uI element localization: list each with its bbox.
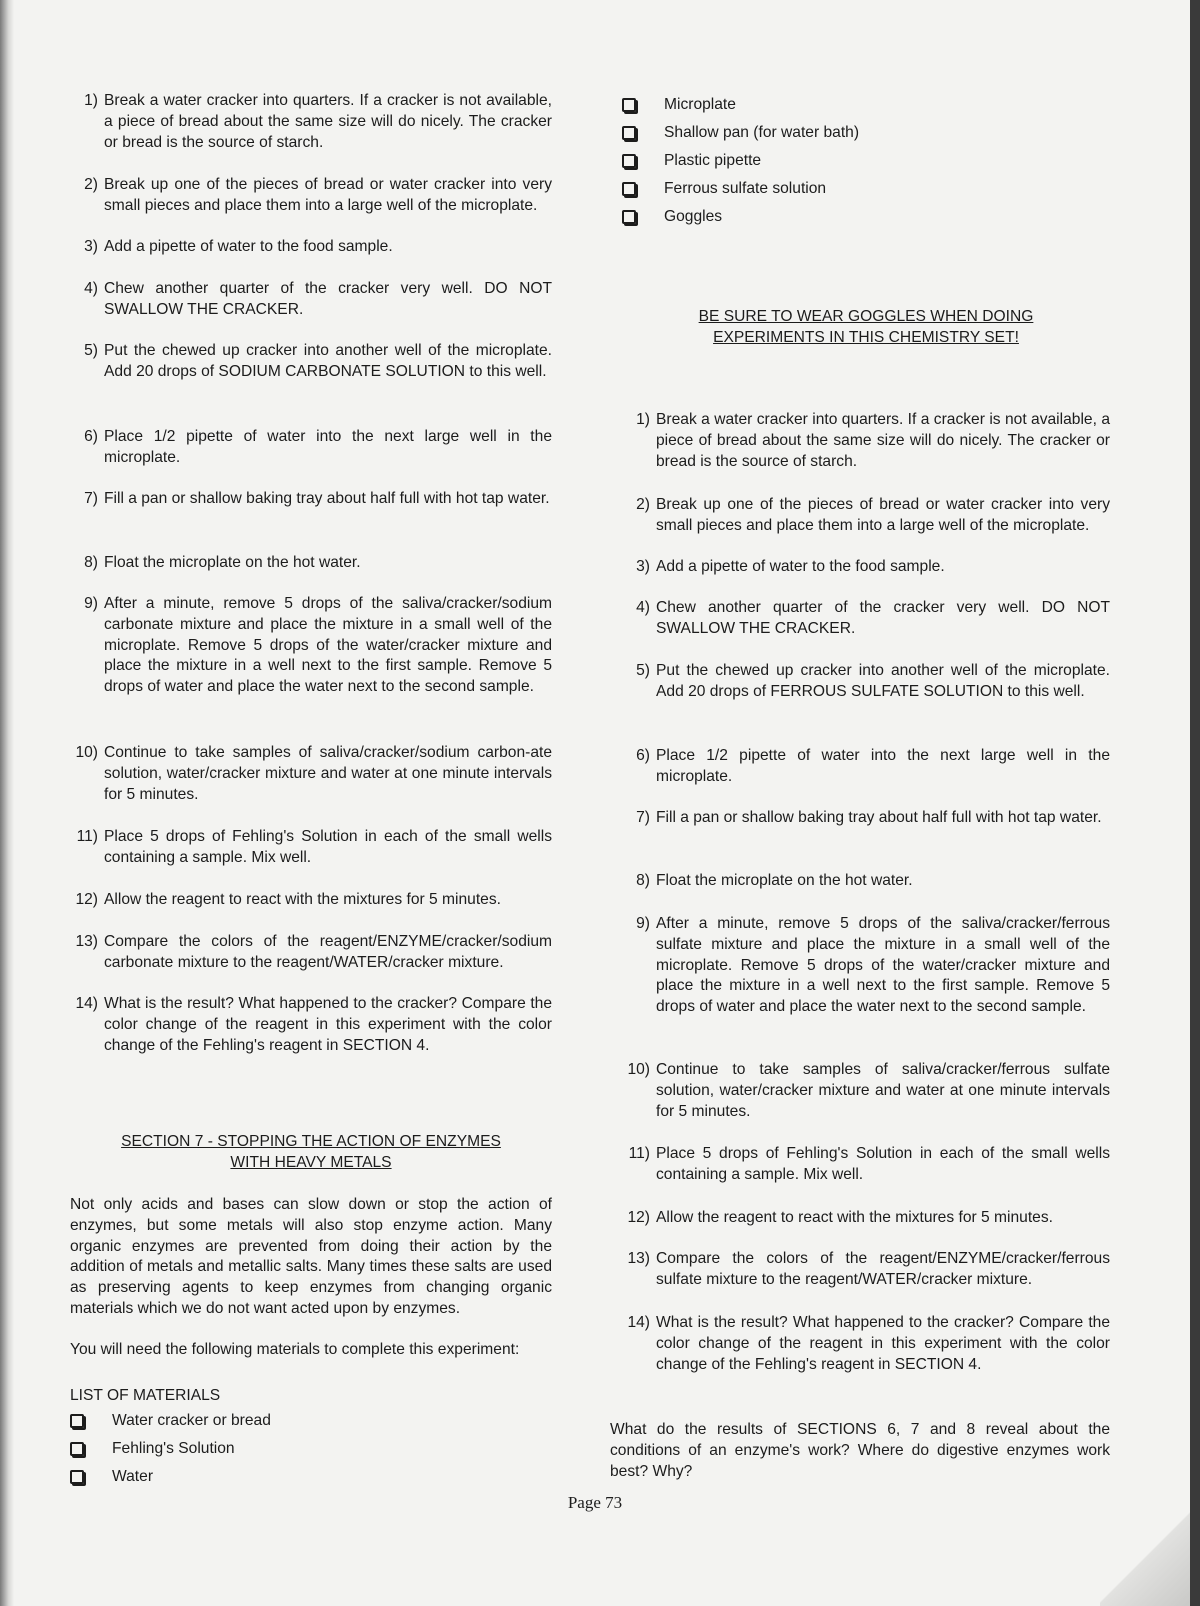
material-label: Shallow pan (for water bath) [664, 124, 860, 141]
intro-paragraph: Not only acids and bases can slow down or stop the action of enzymes, but some metals will also stop enzyme action. Many organic enzymes are prevented from doing their action by the addition of metals and metallic salts. Many times these salts are used as preserving agents to keep enzymes from changing organic materials which we do not want acted upon by enzymes. [70, 1196, 552, 1317]
step-text: Compare the colors of the reagent/ENZYME/cracker/sodium carbonate mixture to the reagent/WATER/cracker mixture. [104, 933, 552, 971]
goggles-warning-line2: EXPERIMENTS IN THIS CHEMISTRY SET! [713, 329, 1019, 346]
step-text: Allow the reagent to react with the mixtures for 5 minutes. [104, 891, 501, 908]
material-label: Water cracker or bread [112, 1412, 271, 1429]
material-item [622, 123, 1110, 147]
step-text: Continue to take samples of saliva/cracker/ferrous sulfate solution, water/cracker mixture and water at one minute intervals for 5 minutes. [656, 1061, 1110, 1120]
step-number: 6) [636, 747, 650, 764]
step-number: 11) [628, 1145, 650, 1162]
step-text: Place 5 drops of Fehling's Solution in each of the small wells containing a sample. Mix well. [656, 1145, 1110, 1183]
material-item [70, 1467, 552, 1491]
step-text: What is the result? What happened to the cracker? Compare the color change of the reagent in this experiment with the color change of the Fehling's reagent in SECTION 4. [104, 995, 552, 1054]
step-text: After a minute, remove 5 drops of the saliva/cracker/ferrous sulfate mixture and place the mixture in a small well of the microplate. Remove 5 drops of the water/cracker mixture and place the mixture in a well next to the first sample. Remove 5 drops of water and place the water next to the second sample. [656, 915, 1110, 1016]
step-text: Break up one of the pieces of bread or water cracker into very small pieces and place them into a large well of the microplate. [656, 496, 1110, 534]
checkbox-icon [622, 126, 636, 140]
material-label: Microplate [664, 96, 736, 113]
step-number: 4) [636, 599, 650, 616]
step-number: 14) [75, 995, 98, 1012]
checkbox-icon [622, 98, 636, 112]
step-number: 5) [84, 342, 98, 359]
step-text: After a minute, remove 5 drops of the saliva/cracker/sodium carbonate mixture and place the mixture in a small well of the microplate. Remove 5 drops of the water/cracker mixture and place the mixture in a well next to the first sample. Remove 5 drops of water and place the water next to the second sample. [104, 595, 552, 696]
step-text: Float the microplate on the hot water. [656, 872, 913, 889]
step-text: What is the result? What happened to the cracker? Compare the color change of the reagent in this experiment with the color change of the Fehling's reagent in SECTION 4. [656, 1314, 1110, 1373]
checkbox-icon [70, 1470, 84, 1484]
step-text: Put the chewed up cracker into another well of the microplate. Add 20 drops of FERROUS SULFATE SOLUTION to this well. [656, 662, 1110, 700]
step-number: 3) [84, 238, 98, 255]
section-7-heading-line2: WITH HEAVY METALS [230, 1154, 392, 1171]
step-number: 10) [75, 744, 98, 761]
checkbox-icon [622, 210, 636, 224]
step-number: 5) [636, 662, 650, 679]
step-text: Allow the reagent to react with the mixtures for 5 minutes. [656, 1209, 1053, 1226]
material-item [622, 207, 1110, 231]
step-number: 14) [627, 1314, 650, 1331]
checkbox-icon [622, 182, 636, 196]
step-text: Place 1/2 pipette of water into the next large well in the microplate. [104, 428, 552, 466]
step-text: Float the microplate on the hot water. [104, 554, 361, 571]
material-label: Plastic pipette [664, 152, 762, 169]
step-number: 13) [627, 1250, 650, 1267]
material-label: Ferrous sulfate solution [664, 180, 827, 197]
material-item [622, 95, 1110, 119]
step-number: 2) [84, 176, 98, 193]
checkbox-icon [70, 1442, 84, 1456]
checkbox-icon [622, 154, 636, 168]
page-number: Page 73 [567, 1493, 623, 1512]
step-number: 8) [636, 872, 650, 889]
step-text: Fill a pan or shallow baking tray about half full with hot tap water. [104, 490, 550, 507]
book-spine-shadow [0, 0, 14, 1606]
material-label: Water [112, 1468, 154, 1485]
step-number: 7) [84, 490, 98, 507]
step-number: 13) [75, 933, 98, 950]
step-text: Chew another quarter of the cracker very well. DO NOT SWALLOW THE CRACKER. [104, 280, 552, 318]
step-number: 6) [84, 428, 98, 445]
material-label: Fehling's Solution [112, 1440, 235, 1457]
material-item [70, 1411, 552, 1435]
step-number: 1) [84, 92, 98, 109]
step-number: 7) [636, 809, 650, 826]
step-text: Fill a pan or shallow baking tray about half full with hot tap water. [656, 809, 1102, 826]
material-item [622, 179, 1110, 203]
goggles-warning-line1: BE SURE TO WEAR GOGGLES WHEN DOING [698, 308, 1034, 325]
step-text: Put the chewed up cracker into another well of the microplate. Add 20 drops of SODIUM CARBONATE SOLUTION to this well. [104, 342, 552, 380]
material-item [70, 1439, 552, 1463]
step-text: Chew another quarter of the cracker very well. DO NOT SWALLOW THE CRACKER. [656, 599, 1110, 637]
section-7-heading-line1: SECTION 7 - STOPPING THE ACTION OF ENZYMES [121, 1133, 501, 1150]
step-text: Break up one of the pieces of bread or water cracker into very small pieces and place them into a large well of the microplate. [104, 176, 552, 214]
step-text: Compare the colors of the reagent/ENZYME/cracker/ferrous sulfate mixture to the reagent/WATER/cracker mixture. [656, 1250, 1110, 1288]
step-text: Add a pipette of water to the food sample. [656, 558, 945, 575]
step-number: 12) [627, 1209, 650, 1226]
step-text: Place 1/2 pipette of water into the next large well in the microplate. [656, 747, 1110, 785]
materials-list-title: LIST OF MATERIALS [70, 1387, 221, 1404]
step-number: 8) [84, 554, 98, 571]
step-number: 10) [627, 1061, 650, 1078]
step-number: 3) [636, 558, 650, 575]
materials-intro: You will need the following materials to complete this experiment: [70, 1341, 520, 1358]
step-text: Break a water cracker into quarters. If a cracker is not available, a piece of bread about the same size will do nicely. The cracker or bread is the source of starch. [104, 92, 552, 151]
closing-question: What do the results of SECTIONS 6, 7 and 8 reveal about the conditions of an enzyme's work? Where do digestive enzymes work best? Why? [610, 1421, 1110, 1480]
step-text: Add a pipette of water to the food sample. [104, 238, 393, 255]
step-number: 2) [636, 496, 650, 513]
step-number: 9) [84, 595, 98, 612]
checkbox-icon [70, 1414, 84, 1428]
material-label: Goggles [664, 208, 723, 225]
step-text: Break a water cracker into quarters. If a cracker is not available, a piece of bread about the same size will do nicely. The cracker or bread is the source of starch. [656, 411, 1110, 470]
step-number: 11) [76, 828, 98, 845]
step-number: 4) [84, 280, 98, 297]
step-number: 12) [75, 891, 98, 908]
material-item [622, 151, 1110, 175]
step-number: 9) [636, 915, 650, 932]
step-text: Place 5 drops of Fehling's Solution in each of the small wells containing a sample. Mix well. [104, 828, 552, 866]
step-number: 1) [636, 411, 650, 428]
step-text: Continue to take samples of saliva/cracker/sodium carbon-ate solution, water/cracker mixture and water at one minute intervals for 5 minutes. [104, 744, 552, 803]
